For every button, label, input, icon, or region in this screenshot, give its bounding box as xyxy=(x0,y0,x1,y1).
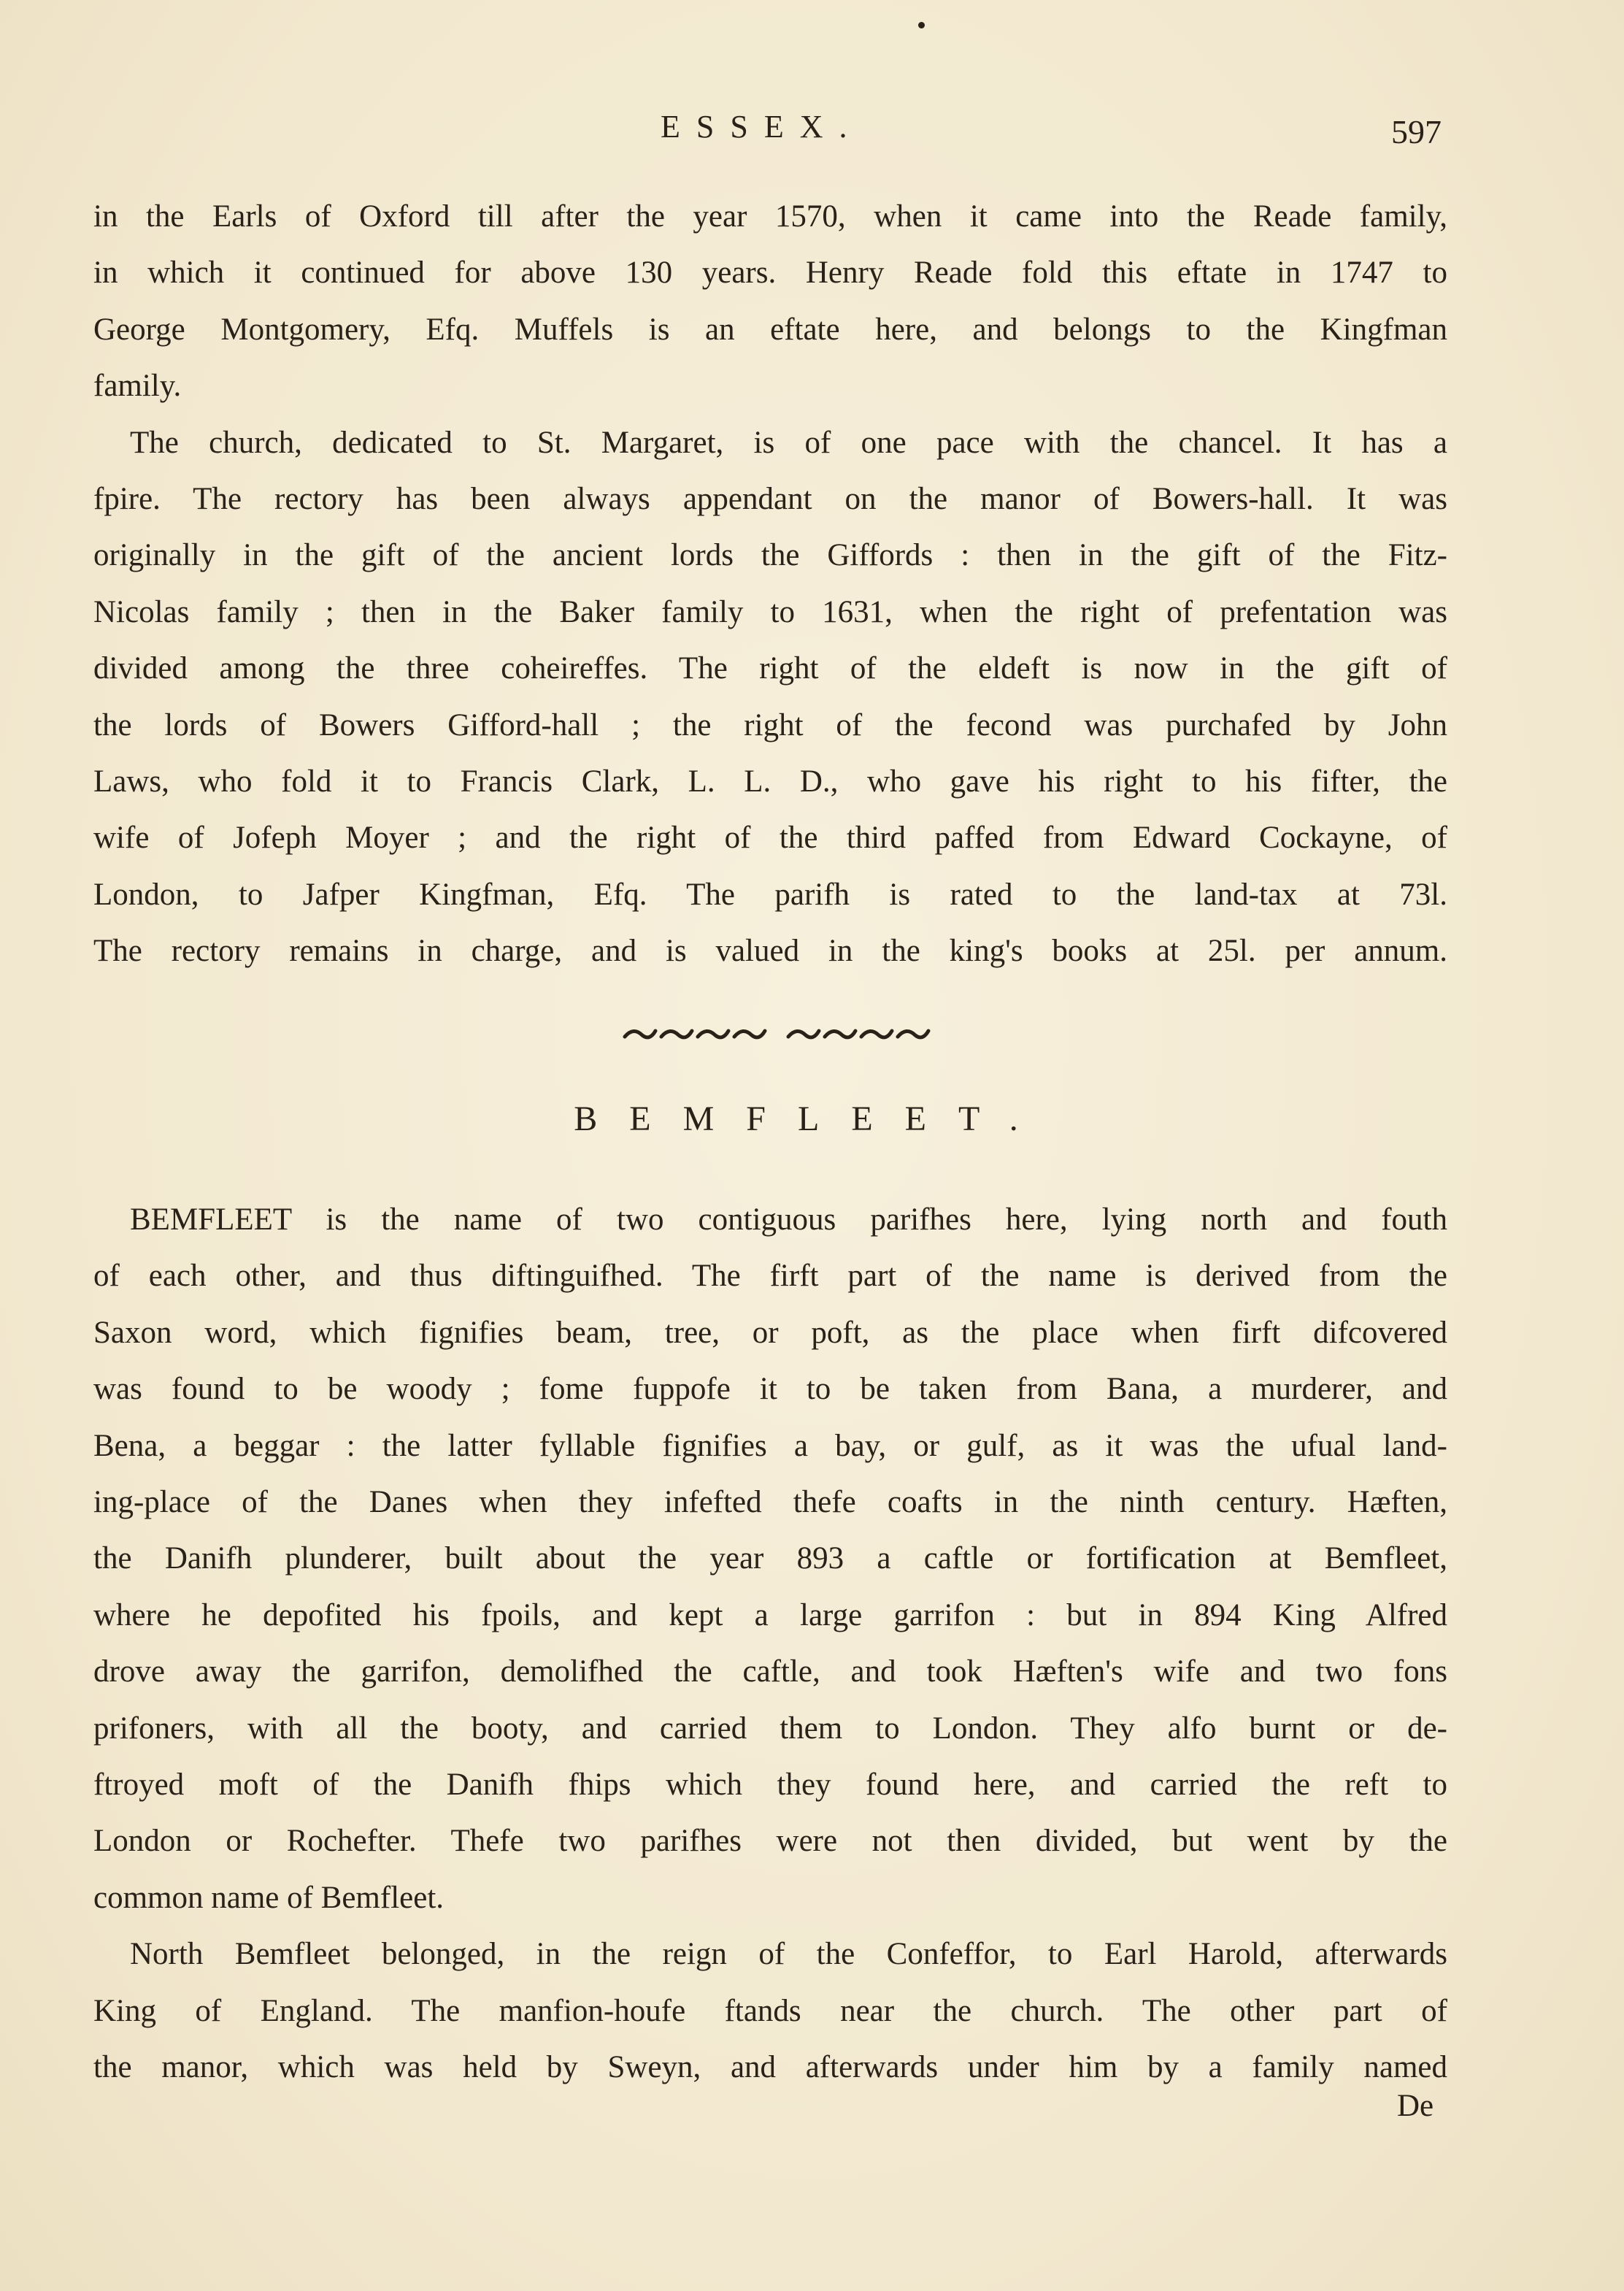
text-line: wife of Jofeph Moyer ; and the right of the third paffed from Edward Cockayne, of xyxy=(93,821,1447,856)
text-line: Laws, who fold it to Francis Clark, L. L. D., who gave his right to his fifter, the xyxy=(93,764,1447,799)
paragraph xyxy=(93,1191,1447,1926)
text-line: the Danifh plunderer, built about the year 893 a caftle or fortification at Bemfleet, xyxy=(93,1541,1447,1576)
ornament-rule-icon xyxy=(620,1022,934,1044)
text-line: fpire. The rectory has been always appendant on the manor of Bowers-hall. It was xyxy=(93,482,1447,517)
paragraph xyxy=(93,415,1447,980)
text-line: King of England. The manfion-houfe ftands near the church. The other part of xyxy=(93,1993,1447,2028)
text-line: prifoners, with all the booty, and carried them to London. They alfo burnt or de- xyxy=(93,1711,1447,1746)
text-line: George Montgomery, Efq. Muffels is an eftate here, and belongs to the Kingfman xyxy=(93,312,1447,347)
paragraph xyxy=(93,188,1447,415)
text-line: The church, dedicated to St. Margaret, is of one pace with the chancel. It has a xyxy=(130,425,1447,460)
text-line: ing-place of the Danes when they infefted thefe coafts in the ninth century. Hæften, xyxy=(93,1485,1447,1520)
text-line: London or Rochefter. Thefe two parifhes were not then divided, but went by the xyxy=(93,1824,1447,1859)
text-line: North Bemfleet belonged, in the reign of the Confeffor, to Earl Harold, afterwards xyxy=(130,1937,1447,1972)
text-line: common name of Bemfleet. xyxy=(93,1880,445,1915)
text-line: where he depofited his fpoils, and kept a large garrifon : but in 894 King Alfred xyxy=(93,1597,1447,1632)
text-line: in the Earls of Oxford till after the year 1570, when it came into the Reade family, xyxy=(93,199,1447,234)
text-line: the manor, which was held by Sweyn, and afterwards under him by a family named xyxy=(93,2050,1447,2085)
text-block-top xyxy=(93,188,1447,980)
text-line: originally in the gift of the ancient lords the Giffords : then in the gift of the Fitz- xyxy=(93,538,1447,573)
running-head: ESSEX. xyxy=(661,109,863,145)
catchword: De xyxy=(1397,2089,1434,2123)
text-line: BEMFLEET is the name of two contiguous parifhes here, lying north and fouth xyxy=(130,1202,1447,1237)
section-title: BEMFLEET. xyxy=(574,1100,1050,1138)
text-block-bottom xyxy=(93,1191,1447,2096)
text-line: The rectory remains in charge, and is valued in the king's books at 25l. per annum. xyxy=(93,934,1447,969)
paragraph xyxy=(93,1926,1447,2095)
page-header xyxy=(0,108,1624,159)
text-line: ftroyed moft of the Danifh fhips which they found here, and carried the reft to xyxy=(93,1768,1447,1803)
text-line: drove away the garrifon, demolifhed the caftle, and took Hæften's wife and two fons xyxy=(93,1654,1447,1689)
text-line: was found to be woody ; fome fuppofe it to be taken from Bana, a murderer, and xyxy=(93,1372,1447,1407)
text-line: of each other, and thus diftinguifhed. The firft part of the name is derived from the xyxy=(93,1259,1447,1294)
text-line: Bena, a beggar : the latter fyllable fignifies a bay, or gulf, as it was the ufual land- xyxy=(93,1428,1447,1463)
text-line: the lords of Bowers Gifford-hall ; the right of the fecond was purchafed by John xyxy=(93,707,1447,742)
page-number: 597 xyxy=(1391,113,1442,150)
ink-spot xyxy=(918,22,925,28)
text-line: Nicolas family ; then in the Baker family to 1631, when the right of prefentation was xyxy=(93,594,1447,629)
text-line: Saxon word, which fignifies beam, tree, or poft, as the place when firft difcovered xyxy=(93,1315,1447,1350)
text-line: family. xyxy=(93,369,182,404)
text-line: divided among the three coheireffes. The right of the eldeft is now in the gift of xyxy=(93,651,1447,686)
text-line: London, to Jafper Kingfman, Efq. The parifh is rated to the land-tax at 73l. xyxy=(93,877,1447,912)
text-line: in which it continued for above 130 years. Henry Reade fold this eftate in 1747 to xyxy=(93,256,1447,291)
